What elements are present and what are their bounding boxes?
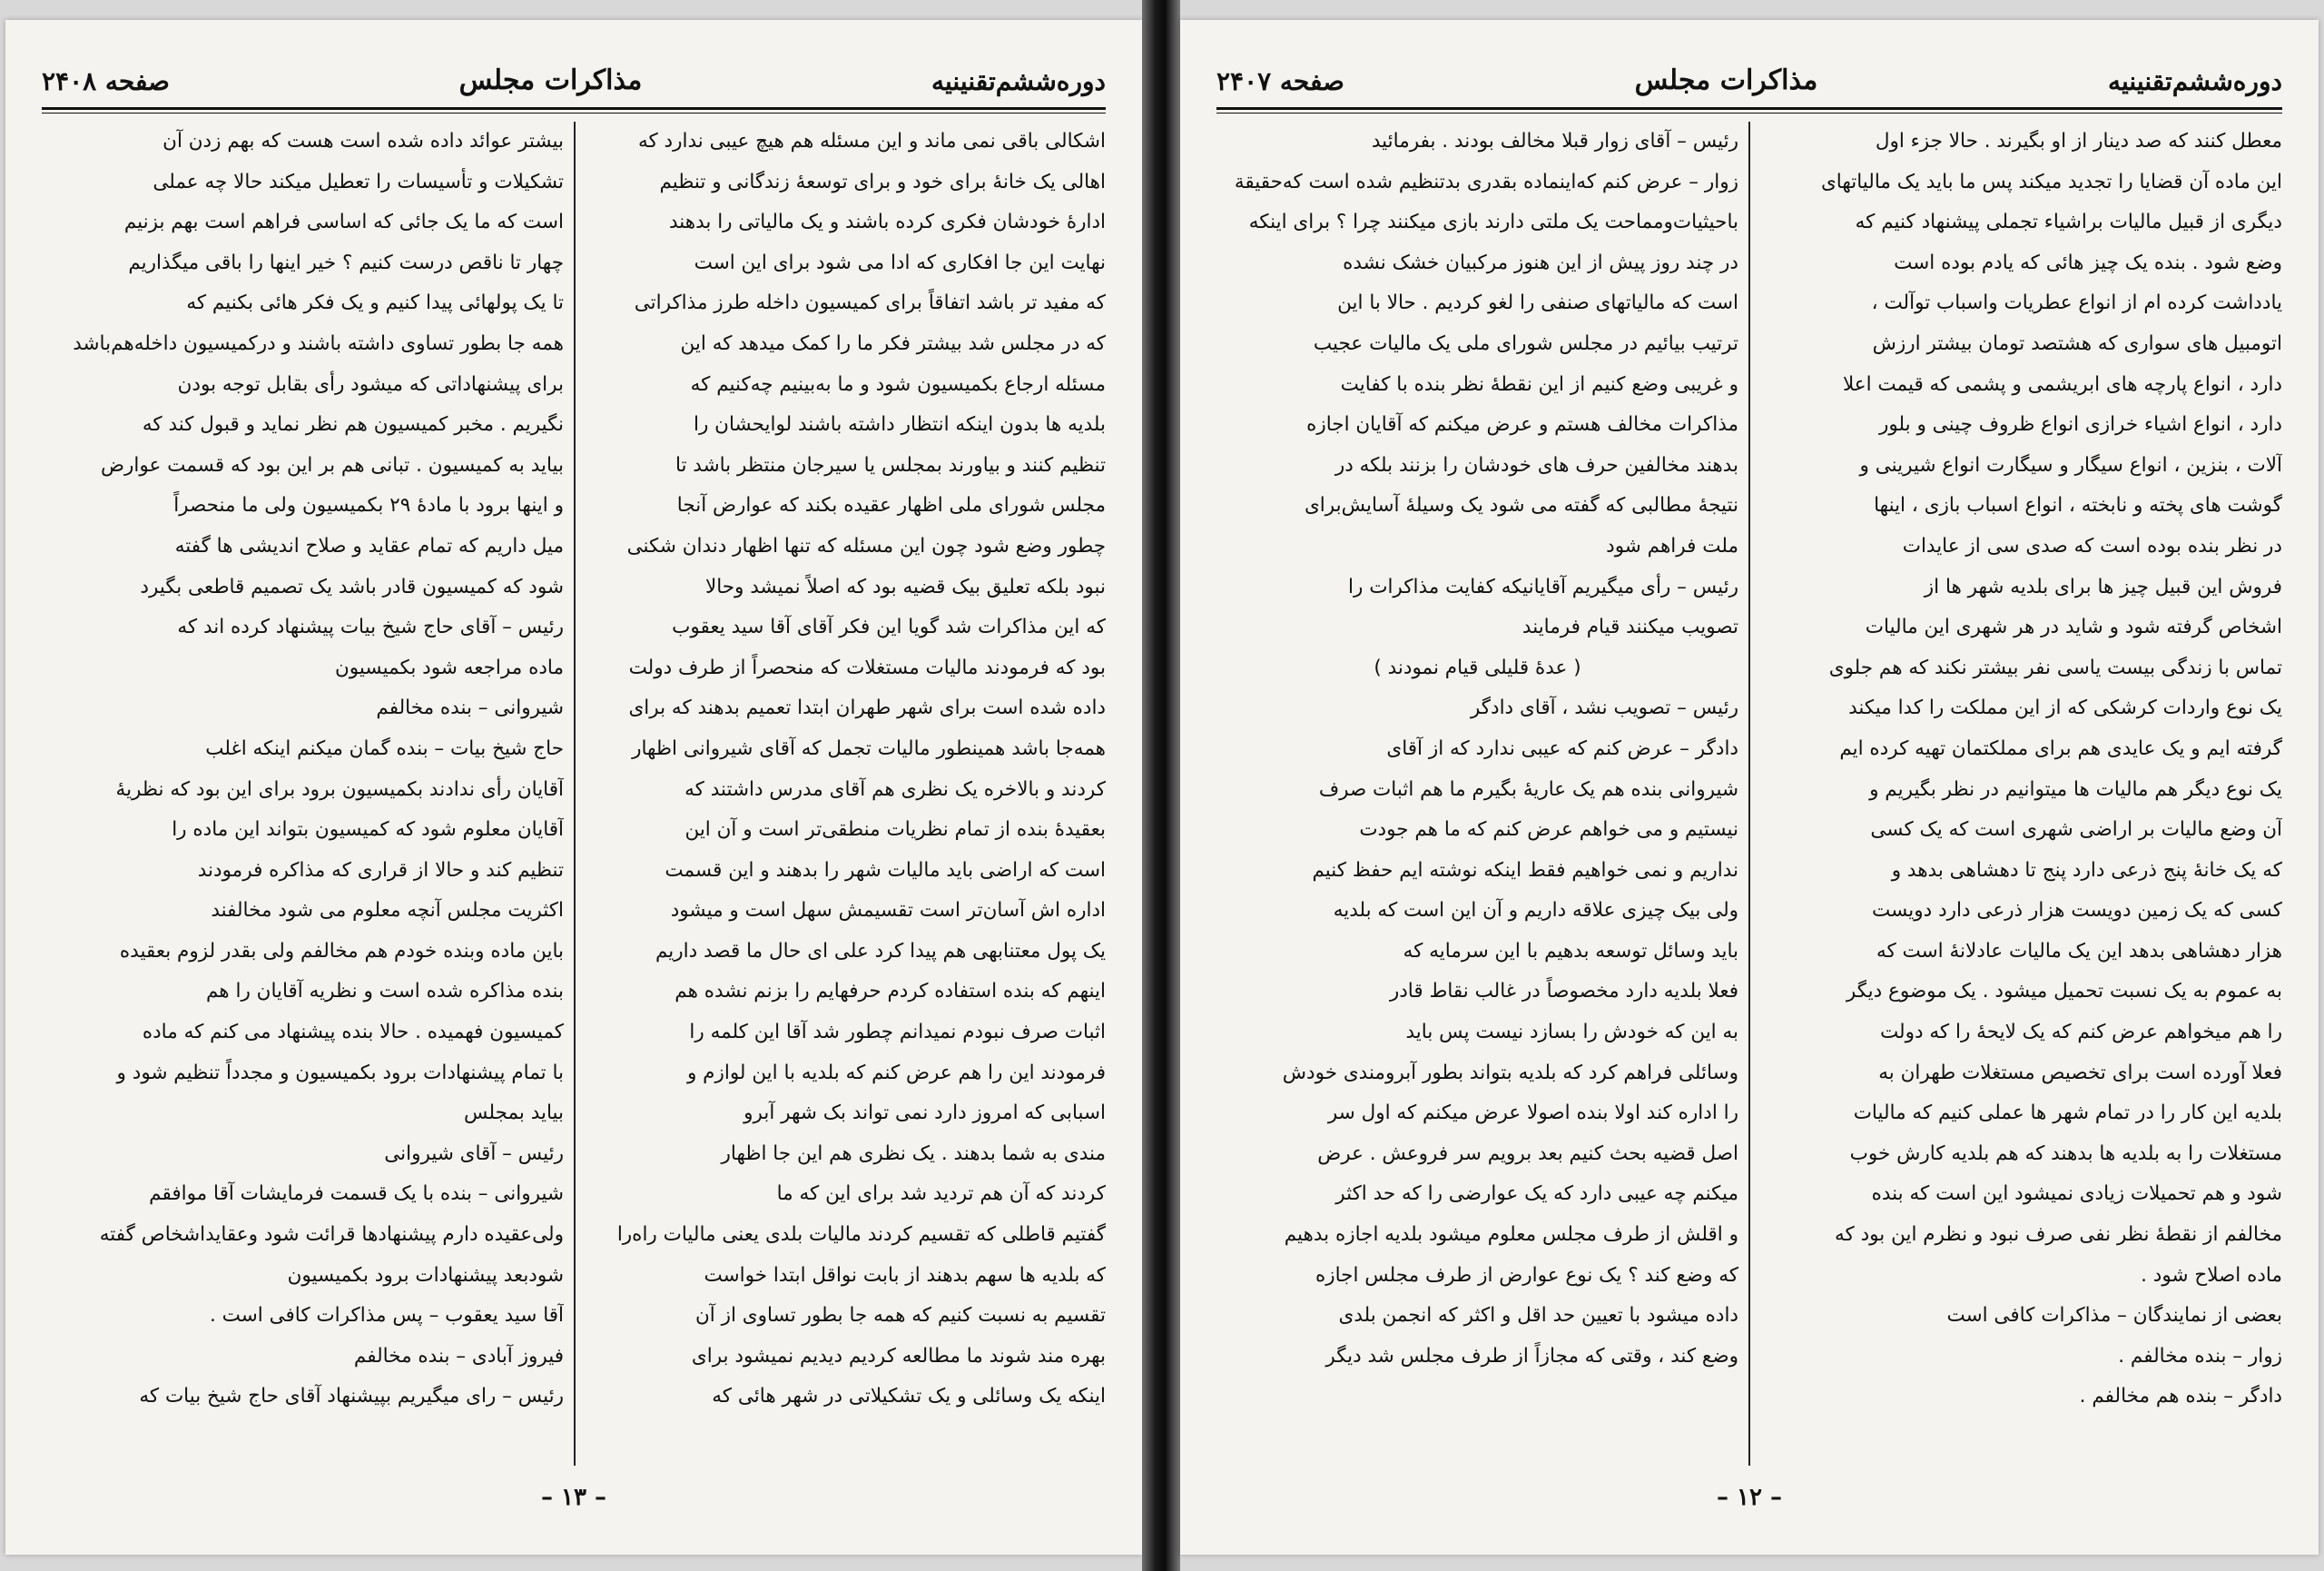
text-columns (1216, 122, 2282, 1475)
text-line: اداره اش آسان‌تر است تقسیمش سهل است و میشود (670, 899, 1106, 923)
text-line: گوشت های پخته و نابخته ، انواع اسباب بازی ، اینها (1874, 494, 2282, 518)
text-line: دارد ، انواع اشیاء خرازی انواع ظروف چینی و بلور (1879, 413, 2282, 437)
text-line: به عموم به یک نسبت تحمیل میشود . یک موضوع دیگر (1846, 980, 2282, 1003)
text-line: با تمام پیشنهادات برود بکمیسیون و مجدداً تنظیم شود و (116, 1061, 564, 1084)
text-line: ادارهٔ خودشان فکری کرده باشند و یک مالیاتی را بدهند (668, 211, 1106, 234)
right-page (1180, 20, 2319, 1555)
text-line: تصویب میکنند قیام فرمایند (1521, 616, 1738, 639)
text-line: گرفته ایم و یک عایدی هم برای مملکتمان تهیه کرده ایم (1839, 736, 2282, 760)
text-line: مسئله ارجاع بکمیسیون شود و ما به‌بینیم چه‌کنیم که (690, 372, 1106, 396)
text-line: مندی به شما بدهند . یک نظری هم این جا اظهار (721, 1141, 1106, 1165)
text-line: چهار تا ناقص درست کنیم ؟ خیر اینها را باقی میگذاریم (128, 251, 564, 274)
text-line: دادگر – عرض کنم که عیبی ندارد که از آقای (1386, 736, 1738, 760)
text-line: این ماده آن قضایا را تجدید میکند پس ما باید یک مالیاتهای (1820, 170, 2282, 193)
text-line: بیشتر عوائد داده شده است هست که بهم زدن آن (162, 130, 564, 153)
header-rule (1216, 107, 2282, 110)
text-line: معطل کنند که صد دینار از او بگیرند . حالا جزء اول (1875, 130, 2282, 153)
text-line: شیروانی – بنده مخالفم (376, 697, 564, 720)
text-line: فرمودند این را هم عرض کنم که بلدیه با این لوازم و (686, 1061, 1106, 1084)
book-gutter (1142, 0, 1180, 1571)
text-line: آقایان رأی ندادند بکمیسیون برود برای این بود که نظریهٔ (115, 777, 564, 801)
text-line: تقسیم به نسبت کنیم که همه جا بطور تساوی از آن (694, 1304, 1106, 1328)
text-line: ولی بیک چیزی علاقه داریم و آن این است که بلدیه (1333, 899, 1738, 923)
text-line: کردند و بالاخره یک نظری هم آقای مدرس داشتند که (684, 777, 1106, 801)
text-line: و غریبی وضع کنیم از این نقطهٔ نظر بنده با کفایت (1340, 372, 1738, 396)
text-line: اکثریت مجلس آنچه معلوم می شود مخالفند (211, 899, 564, 923)
text-line: برای پیشنهاداتی که میشود رأی بقابل توجه بودن (177, 372, 564, 396)
text-line: ماده اصلاح شود . (2141, 1263, 2282, 1287)
text-line: بعقیدهٔ بنده از تمام نظریات منطقی‌تر است و آن این (684, 818, 1106, 842)
text-line: بدهند مخالفین حرف های خودشان را بزنند بلکه در (1334, 453, 1738, 477)
text-line: بیاید به کمیسیون . تبانی هم بر این بود که قسمت عوارض (101, 453, 564, 477)
text-line: رئیس – آقای زوار قبلا مخالف بودند . بفرمائید (1371, 130, 1738, 153)
text-line: رئیس – رأی میگیریم آقایانیکه کفایت مذاکرات را (1348, 575, 1738, 598)
text-line: اصل قضیه بحث کنیم بعد برویم سر فروعش . عرض (1317, 1141, 1738, 1165)
text-line: که یک خانهٔ پنج ذرعی دارد پنج تا دهشاهی بدهد و (1891, 858, 2282, 882)
text-line: تشکیلات و تأسیسات را تعطیل میکند حالا چه عملی (153, 170, 564, 193)
text-line: داده میشود با تعیین حد اقل و اکثر که انجمن بلدی (1338, 1304, 1738, 1328)
text-line: است که اراضی باید مالیات شهر را بدهند و این قسمت (665, 858, 1106, 882)
text-line: اثبات صرف نبودم نمیدانم چطور شد آقا این کلمه را (689, 1021, 1106, 1044)
text-line: هزار دهشاهی بدهد این یک مالیات عادلانهٔ است که (1876, 939, 2282, 963)
text-line: مذاکرات مخالف هستم و عرض میکنم که آقایان اجازه (1306, 413, 1738, 437)
running-title: مذاکرات مجلس (1634, 64, 1818, 96)
text-line: را اداره کند اولا بنده اصولا عرض میکنم که اول سر (1327, 1102, 1738, 1125)
text-line: رئیس – تصویب نشد ، آقای دادگر (1470, 697, 1738, 720)
text-line: شیروانی – بنده با یک قسمت فرمایشات آقا موافقم (149, 1182, 564, 1206)
text-line: ( عدهٔ قلیلی قیام نمودند ) (1374, 656, 1581, 679)
text-line: اینهم که بنده استفاده کردم حرفهایم را بزنم نشده هم (675, 980, 1106, 1003)
text-line: آقا سید یعقوب – پس مذاکرات کافی است . (210, 1304, 564, 1328)
page-number-label: صفحه ۲۴۰۷ (1216, 66, 1344, 96)
text-line: و اقلش از طرف مجلس معلوم میشود بلدیه اجازه بدهیم (1284, 1223, 1738, 1247)
text-line: تا یک پولهائی پیدا کنیم و یک فکر هائی بکنیم که (186, 291, 564, 315)
text-line: اسبابی که امروز دارد نمی تواند بک شهر آبرو (743, 1102, 1106, 1125)
left-page (5, 20, 1142, 1555)
text-line: بود که فرمودند مالیات مستغلات که منحصراً از طرف دولت (628, 656, 1106, 679)
column-divider (574, 122, 576, 1466)
text-line: زوار – بنده مخالفم . (2118, 1344, 2282, 1368)
column-divider (1748, 122, 1750, 1466)
text-line: یادداشت کرده ام از انواع عطریات واسباب توآلت ، (1871, 291, 2282, 315)
text-line: مخالفم از نقطهٔ نظر نفی صرف نبود و نظرم این بود که (1835, 1223, 2282, 1247)
text-line: وضع کند ، وقتی که مجازاً از طرف مجلس شد دیگر (1325, 1344, 1738, 1368)
text-line: همه جا بطور تساوی داشته باشند و درکمیسیون داخله‌هم‌باشد (73, 331, 564, 355)
text-line: فیروز آبادی – بنده مخالفم (353, 1344, 564, 1368)
text-columns (42, 122, 1106, 1475)
text-line: شود و هم تحمیلات زیادی نمیشود این است که بنده (1871, 1182, 2282, 1206)
header-rule-thin (42, 113, 1106, 114)
text-line: بنده مذاکره شده است و نظریه آقایان را هم (205, 980, 564, 1003)
text-line: بلدیه این کار را در تمام شهر ها عملی کنیم که مالیات (1853, 1102, 2282, 1125)
page-number-label: صفحه ۲۴۰۸ (42, 66, 170, 96)
text-line: داده شده است برای شهر طهران ابتدا تعمیم بدهند که برای (628, 697, 1106, 720)
text-line: فعلا آورده است برای تخصیص مستغلات طهران به (1878, 1061, 2282, 1084)
text-line: تنظیم کند و حالا از قراری که مذاکره فرمودند (197, 858, 564, 882)
text-line: ماده مراجعه شود بکمیسیون (335, 656, 564, 679)
header-rule-thin (1216, 113, 2282, 114)
page-header (42, 47, 1106, 96)
text-line: یک پول معتنابهی هم پیدا کرد علی ای حال ما قصد داریم (655, 939, 1106, 963)
text-line: وضع شود . بنده یک چیز هائی که یادم بوده است (1894, 251, 2282, 274)
text-line: ملت فراهم شود (1606, 534, 1738, 558)
text-line: یک نوع دیگر هم مالیات ها میتوانیم در نظر بگیریم و (1869, 777, 2282, 801)
text-line: ولی‌عقیده دارم پیشنهادها قرائت شود وعقایداشخاص گفته (99, 1223, 564, 1247)
column-right (1760, 122, 2282, 1475)
text-line: حاج شیخ بیات – بنده گمان میکنم اینکه اغلب (205, 736, 564, 760)
text-line: چطور وضع شود چون این مسئله که تنها اظهار دندان شکنی (626, 534, 1106, 558)
text-line: فعلا بلدیه دارد مخصوصاً در غالب نقاط قادر (1389, 980, 1738, 1003)
text-line: بعضی از نمایندگان – مذاکرات کافی است (1946, 1304, 2282, 1328)
text-line: در نظر بنده بوده است که صدی سی از عایدات (1902, 534, 2282, 558)
text-line: بلدیه ها بدون اینکه انتظار داشته باشند لوایحشان را (693, 413, 1106, 437)
text-line: اینکه یک وسائلی و یک تشکیلاتی در شهر هائی که (712, 1385, 1106, 1408)
text-line: که وضع کند ؟ یک نوع عوارض از طرف مجلس اجازه (1315, 1263, 1738, 1287)
text-line: شود که کمیسیون قادر باشد یک تصمیم قاطعی بگیرد (140, 575, 564, 598)
running-title: مذاکرات مجلس (458, 64, 643, 96)
text-line: باحیثیات‌ومماحت یک ملتی دارند بازی میکنند چرا ؟ برای اینکه (1248, 211, 1738, 234)
text-line: بهره مند شوند ما مطالعه کردیم دیدیم نمیشود برای (691, 1344, 1106, 1368)
session-label: دوره‌ششم‌تقنینیه (2107, 66, 2282, 96)
column-left (1216, 122, 1738, 1475)
text-line: کمیسیون فهمیده . حالا بنده پیشنهاد می کنم که ماده (142, 1021, 564, 1044)
header-rule (42, 107, 1106, 110)
text-line: نتیجهٔ مطالبی که گفته می شود یک وسیلهٔ آسایش‌برای (1304, 494, 1738, 518)
text-line: آقایان معلوم شود که کمیسیون بتواند این ماده را (172, 818, 564, 842)
text-line: باین ماده وبنده خودم هم مخالفم ولی بقدر لزوم بعقیده (119, 939, 564, 963)
text-line: آلات ، بنزین ، انواع سیگار و سیگارت انواع شیرینی و (1859, 453, 2282, 477)
text-line: در چند روز پیش از این هنوز مرکبیان خشک نشده (1343, 251, 1738, 274)
text-line: فروش این قبیل چیز ها برای بلدیه شهر ها از (1924, 575, 2282, 598)
text-line: زوار – عرض کنم که‌اینماده بقدری بدتنظیم شده است که‌حقیقة (1234, 170, 1738, 193)
text-line: نبود بلکه تعلیق بیک قضیه بود که اصلاً نمیشد وحالا (704, 575, 1106, 598)
text-line: که بلدیه ها سهم بدهند از بابت نواقل ابتدا خواست (704, 1263, 1106, 1287)
text-line: به این که خودش را بسازد نیست پس باید (1405, 1021, 1738, 1044)
text-line: شودبعد پیشنهادات برود بکمیسیون (287, 1263, 564, 1287)
text-line: شیروانی بنده هم یک عاریهٔ بگیرم ما هم اثبات صرف (1318, 777, 1738, 801)
text-line: را هم میخواهم عرض کنم که یک لایحهٔ را که دولت (1879, 1021, 2282, 1044)
text-line: ترتیب بیائیم در مجلس شورای ملی یک مالیات عجیب (1313, 331, 1738, 355)
text-line: نداریم و نمی خواهیم فقط اینکه نوشته ایم حفظ کنیم (1312, 858, 1738, 882)
text-line: مستغلات را به بلدیه ها بدهند که هم بلدیه کارش خوب (1849, 1141, 2282, 1165)
page-folio: – ۱۲ – (1716, 1484, 1783, 1511)
text-line: وسائلی فراهم کرد که بلدیه بتواند بطور آبرومندی خودش (1282, 1061, 1738, 1084)
text-line: اتومبیل های سواری که هشتصد تومان بیشتر ارزش (1872, 331, 2282, 355)
text-line: دادگر – بنده هم مخالفم . (2079, 1385, 2282, 1408)
text-line: اشکالی باقی نمی ماند و این مسئله هم هیچ عیبی ندارد که (637, 130, 1106, 153)
text-line: نهایت این جا افکاری که ادا می شود برای این است (694, 251, 1106, 274)
column-left (42, 122, 564, 1475)
column-right (584, 122, 1106, 1475)
text-line: یک نوع واردات کرشکی که از این مملکت را کدا میکند (1848, 697, 2282, 720)
text-line: گفتیم قاطلی که تقسیم کردند مالیات بلدی یعنی مالیات راه‌را (616, 1223, 1106, 1247)
text-line: مجلس شورای ملی اظهار عقیده بکند که عوارض آنجا (676, 494, 1106, 518)
text-line: نیستیم و می خواهم عرض کنم که ما هم جودت (1359, 818, 1738, 842)
text-line: رئیس – آقای شیروانی (384, 1141, 564, 1165)
text-line: باید وسائل توسعه بدهیم با این سرمایه که (1403, 939, 1738, 963)
text-line: همه‌جا باشد همینطور مالیات تجمل که آقای شیروانی اظهار (632, 736, 1106, 760)
text-line: که در مجلس شد بیشتر فکر ما را کمک میدهد که این (680, 331, 1106, 355)
text-line: میل داریم که تمام عقاید و صلاح اندیشی ها گفته (174, 534, 564, 558)
text-line: است که مالیاتهای صنفی را لغو کردیم . حالا با این (1337, 291, 1738, 315)
text-line: تنظیم کنند و بیاورند بمجلس یا سیرجان منتظر باشد تا (675, 453, 1106, 477)
text-line: تماس با زندگی بیست یاسی نفر بیشتر نکند که هم جلوی (1828, 656, 2282, 679)
text-line: که این مذاکرات شد گویا این فکر آقای آقا سید یعقوب (672, 616, 1106, 639)
text-line: و اینها برود با مادهٔ ۲۹ بکمیسیون ولی ما منحصراً (173, 494, 564, 518)
text-line: است که ما یک جائی که اساسی فراهم است بهم بزنیم (123, 211, 564, 234)
text-line: اشخاص گرفته شود و شاید در هر شهری این مالیات (1865, 616, 2282, 639)
page-folio: – ۱۳ – (540, 1484, 607, 1511)
text-line: اهالی یک خانهٔ برای خود و برای توسعهٔ زندگانی و تنظیم (659, 170, 1106, 193)
text-line: که مفید تر باشد اتفاقاً برای کمیسیون داخله طرز مذاکراتی (634, 291, 1106, 315)
text-line: رئیس – آقای حاج شیخ بیات پیشنهاد کرده اند که (177, 616, 564, 639)
page-header (1216, 47, 2282, 96)
text-line: رئیس – رای میگیریم بپیشنهاد آقای حاج شیخ بیات که (139, 1385, 564, 1408)
session-label: دوره‌ششم‌تقنینیه (931, 66, 1106, 96)
text-line: دیگری از قبیل مالیات براشیاء تجملی پیشنهاد کنیم که (1855, 211, 2282, 234)
text-line: کردند که آن هم تردید شد برای این که ما (776, 1182, 1106, 1206)
text-line: دارد ، انواع پارچه های ابریشمی و پشمی که قیمت اعلا (1842, 372, 2282, 396)
text-line: نگیریم . مخبر کمیسیون هم نظر نماید و قبول کند که (142, 413, 564, 437)
text-line: میکنم چه عیبی دارد که یک عوارضی را که حد اکثر (1335, 1182, 1738, 1206)
text-line: بیاید بمجلس (464, 1102, 564, 1125)
text-line: کسی که یک زمین دویست هزار ذرعی دارد دویست (1872, 899, 2282, 923)
text-line: آن وضع مالیات بر اراضی شهری است که یک کسی (1870, 818, 2282, 842)
